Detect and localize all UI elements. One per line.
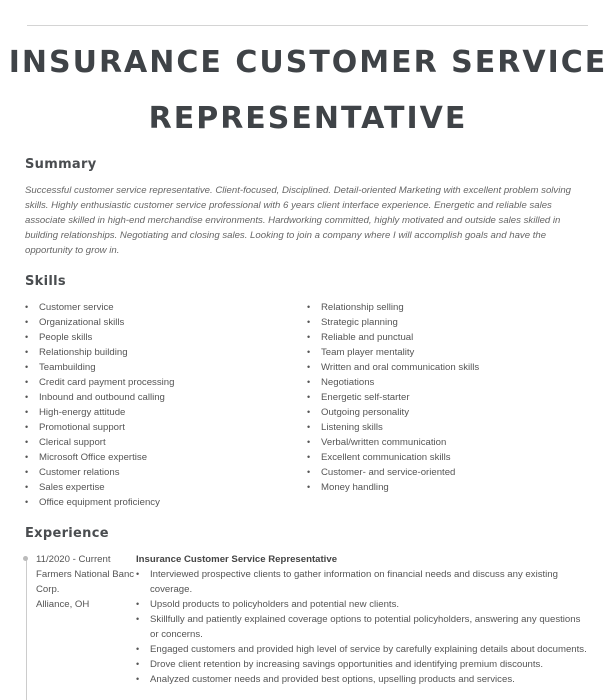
bullet-icon: •: [25, 482, 29, 492]
skill-item: [307, 300, 479, 315]
duty-item: [136, 657, 588, 672]
skill-item: [25, 420, 174, 435]
duty-item: [136, 672, 588, 687]
bullet-icon: •: [25, 497, 29, 507]
duty-item-text: Interviewed prospective clients to gather information on financial needs and discuss any existing coverage.: [150, 569, 558, 595]
bullet-icon: •: [25, 422, 29, 432]
bullet-icon: •: [25, 452, 29, 462]
skill-item: [25, 375, 174, 390]
skill-item: [307, 360, 479, 375]
skills-list-right: [307, 300, 479, 495]
bullet-icon: •: [25, 377, 29, 387]
skill-item-text: Team player mentality: [321, 347, 415, 358]
bullet-icon: •: [307, 302, 311, 312]
bullet-icon: •: [307, 422, 311, 432]
skill-item-text: Reliable and punctual: [321, 332, 414, 343]
bullet-icon: •: [136, 569, 140, 579]
bullet-icon: •: [307, 437, 311, 447]
skill-item-text: Organizational skills: [39, 317, 125, 328]
duty-item-text: Upsold products to policyholders and potential new clients.: [150, 599, 400, 610]
bullet-icon: •: [25, 467, 29, 477]
skill-item-text: Verbal/written communication: [321, 437, 447, 448]
skill-item: [307, 345, 479, 360]
skill-item-text: Customer service: [39, 302, 114, 313]
duty-item: [136, 642, 588, 657]
job-duties-list: [136, 567, 588, 687]
bullet-icon: •: [307, 347, 311, 357]
skill-item-text: Energetic self-starter: [321, 392, 410, 403]
job-location: Alliance, OH: [36, 599, 90, 610]
duty-item: [136, 567, 588, 597]
duty-item-text: Engaged customers and provided high level of service by carefully explaining details about documents.: [150, 644, 587, 655]
header-rule: [27, 25, 588, 26]
skill-item: [307, 435, 479, 450]
skill-item-text: Credit card payment processing: [39, 377, 175, 388]
skill-item: [25, 450, 174, 465]
skills-heading: Skills: [25, 274, 66, 289]
timeline-line: [26, 558, 27, 700]
skill-item: [25, 495, 174, 510]
bullet-icon: •: [25, 317, 29, 327]
bullet-icon: •: [307, 392, 311, 402]
skill-item: [25, 300, 174, 315]
bullet-icon: •: [307, 467, 311, 477]
bullet-icon: •: [25, 347, 29, 357]
skill-item: [307, 465, 479, 480]
skill-item-text: Relationship selling: [321, 302, 404, 313]
summary-heading: Summary: [25, 157, 97, 172]
bullet-icon: •: [25, 332, 29, 342]
resume-title: [0, 38, 616, 144]
skill-item: [307, 390, 479, 405]
skill-item: [307, 315, 479, 330]
skill-item-text: Money handling: [321, 482, 389, 493]
skill-item-text: Office equipment proficiency: [39, 497, 160, 508]
skill-item-text: People skills: [39, 332, 93, 343]
job-meta: [36, 552, 146, 612]
duty-item-text: Analyzed customer needs and provided best options, upselling products and services.: [150, 674, 515, 685]
skill-item-text: Written and oral communication skills: [321, 362, 480, 373]
skill-item-text: Clerical support: [39, 437, 106, 448]
bullet-icon: •: [307, 407, 311, 417]
title-line-2: REPRESENTATIVE: [148, 101, 468, 136]
job-dates: 11/2020 - Current: [36, 554, 111, 565]
skill-item-text: Strategic planning: [321, 317, 398, 328]
bullet-icon: •: [307, 377, 311, 387]
skill-item-text: Outgoing personality: [321, 407, 409, 418]
job-company: Farmers National Banc Corp.: [36, 569, 135, 595]
skill-item-text: Promotional support: [39, 422, 125, 433]
duty-item-text: Drove client retention by increasing savings opportunities and identifying premium discounts.: [150, 659, 544, 670]
skill-item: [25, 315, 174, 330]
skill-item: [25, 330, 174, 345]
duty-item: [136, 597, 588, 612]
skill-item: [307, 480, 479, 495]
skill-item: [25, 480, 174, 495]
skill-item-text: Customer- and service-oriented: [321, 467, 456, 478]
bullet-icon: •: [136, 644, 140, 654]
skill-item-text: Negotiations: [321, 377, 375, 388]
skill-item-text: Inbound and outbound calling: [39, 392, 165, 403]
skills-list-left: [25, 300, 174, 510]
bullet-icon: •: [25, 302, 29, 312]
skill-item: [25, 405, 174, 420]
skill-item: [307, 420, 479, 435]
experience-heading: Experience: [25, 526, 109, 541]
skill-item: [25, 345, 174, 360]
bullet-icon: •: [136, 659, 140, 669]
skill-item-text: Relationship building: [39, 347, 128, 358]
skill-item: [307, 405, 479, 420]
skill-item-text: Customer relations: [39, 467, 120, 478]
job-title: Insurance Customer Service Representative: [136, 554, 338, 565]
bullet-icon: •: [307, 482, 311, 492]
bullet-icon: •: [136, 599, 140, 609]
title-line-1: INSURANCE CUSTOMER SERVICE: [8, 45, 608, 80]
skill-item: [25, 465, 174, 480]
summary-text: Successful customer service representative. Client-focused, Disciplined. Detail-oriented Marketing with excellent problem solving skills. Highly enthusiastic customer service professional with 6 years client interface experience. Energetic and reliable sales associate skilled in high-end merchandise environments. Hardworking committed, highly motivated and outside sales skilled in building relationships. Negotiating and closing sales. Looking to join a company where I will accomplish goals and have the opportunity to grow in.: [25, 185, 572, 256]
bullet-icon: •: [307, 317, 311, 327]
bullet-icon: •: [307, 332, 311, 342]
bullet-icon: •: [136, 674, 140, 684]
skill-item: [307, 375, 479, 390]
skill-item: [307, 450, 479, 465]
skill-item-text: Sales expertise: [39, 482, 105, 493]
skill-item: [25, 360, 174, 375]
skill-item-text: Teambuilding: [39, 362, 96, 373]
skill-item: [25, 390, 174, 405]
bullet-icon: •: [25, 437, 29, 447]
skill-item-text: High-energy attitude: [39, 407, 126, 418]
duty-item: [136, 612, 588, 642]
skill-item-text: Microsoft Office expertise: [39, 452, 148, 463]
bullet-icon: •: [136, 614, 140, 624]
skill-item: [307, 330, 479, 345]
skill-item-text: Excellent communication skills: [321, 452, 451, 463]
timeline-dot: [23, 556, 28, 561]
skill-item-text: Listening skills: [321, 422, 383, 433]
bullet-icon: •: [25, 407, 29, 417]
bullet-icon: •: [25, 362, 29, 372]
bullet-icon: •: [25, 392, 29, 402]
bullet-icon: •: [307, 362, 311, 372]
skill-item: [25, 435, 174, 450]
bullet-icon: •: [307, 452, 311, 462]
duty-item-text: Skillfully and patiently explained coverage options to potential policyholders, answering any questions or concerns.: [150, 614, 581, 640]
